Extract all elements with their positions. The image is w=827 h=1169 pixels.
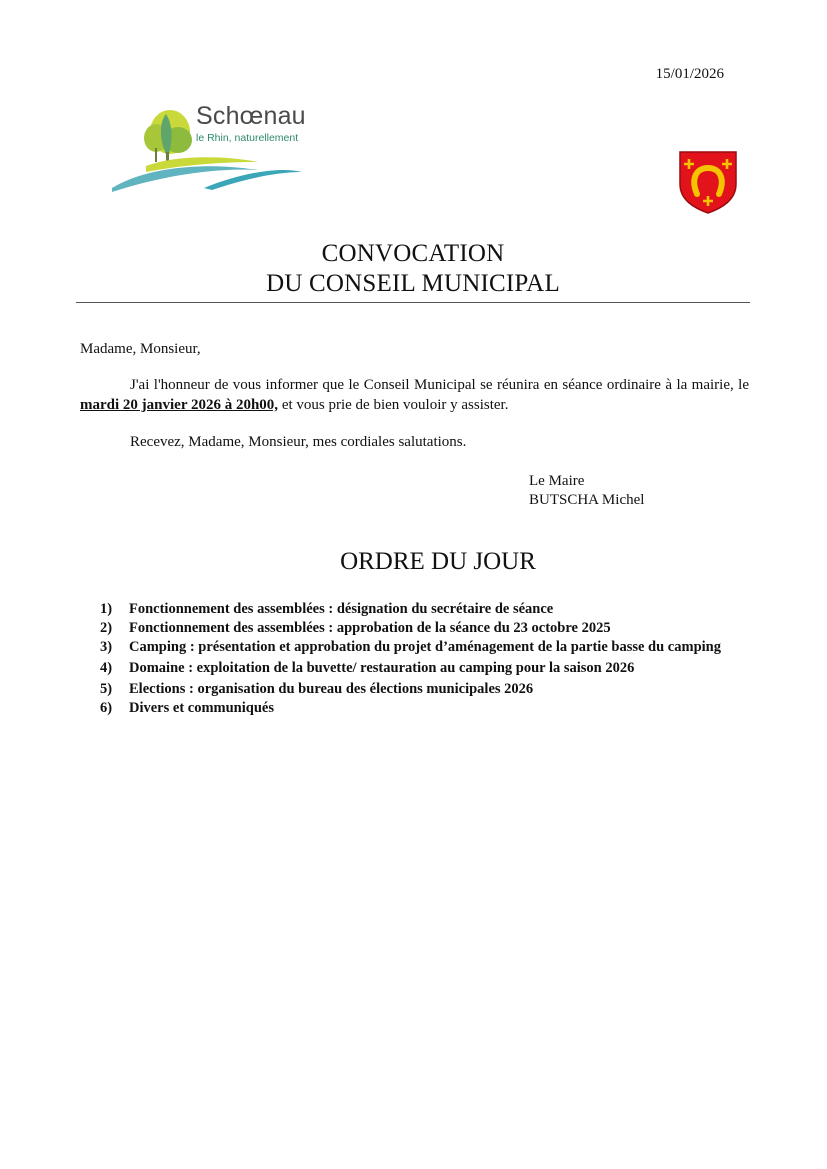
agenda-item	[100, 699, 750, 717]
meeting-datetime: mardi 20 janvier 2026 à 20h00,	[80, 397, 279, 413]
agenda-item-number: 2)	[100, 620, 113, 636]
agenda-title: ORDRE DU JOUR	[340, 548, 536, 575]
agenda-item-number: 1)	[100, 601, 113, 617]
signature-name: BUTSCHA Michel	[529, 492, 645, 508]
agenda-item	[100, 600, 750, 618]
agenda-item	[100, 638, 750, 656]
agenda-item-text: Camping : présentation et approbation du projet d’aménagement de la partie basse du camping	[129, 639, 721, 655]
agenda-item-text: Elections : organisation du bureau des élections municipales 2026	[129, 681, 534, 697]
logo-tagline: le Rhin, naturellement	[196, 132, 299, 144]
agenda-item	[100, 659, 750, 677]
agenda-item-number: 6)	[100, 700, 113, 716]
agenda-item-text: Domaine : exploitation de la buvette/ restauration au camping pour la saison 2026	[129, 660, 635, 676]
signature-role: Le Maire	[529, 473, 585, 489]
agenda-item	[100, 680, 750, 698]
invitation-outro: et vous prie de bien vouloir y assister.	[278, 397, 509, 413]
agenda-item-number: 3)	[100, 639, 113, 655]
document-date: 15/01/2026	[655, 66, 724, 82]
agenda-list	[100, 600, 750, 718]
agenda-item-text: Fonctionnement des assemblées : désignation du secrétaire de séance	[129, 601, 554, 617]
title-conseil-municipal: DU CONSEIL MUNICIPAL	[266, 270, 560, 297]
coat-of-arms-icon	[678, 150, 738, 214]
agenda-item-number: 5)	[100, 681, 113, 697]
municipality-logo	[108, 100, 318, 195]
agenda-item-text: Fonctionnement des assemblées : approbation de la séance du 23 octobre 2025	[129, 620, 611, 636]
closing-formula: Recevez, Madame, Monsieur, mes cordiales salutations.	[130, 434, 467, 450]
salutation: Madame, Monsieur,	[80, 341, 201, 357]
invitation-intro: J'ai l'honneur de vous informer que le Conseil Municipal se réunira en séance ordinaire à la mairie, le	[130, 377, 749, 393]
coat-of-arms	[678, 150, 738, 214]
logo-name: Schœnau	[196, 102, 306, 130]
agenda-item	[100, 619, 750, 637]
agenda-item-text: Divers et communiqués	[129, 700, 274, 716]
signature-block	[529, 472, 644, 510]
title-divider	[76, 302, 750, 303]
agenda-item-number: 4)	[100, 660, 113, 676]
title-convocation: CONVOCATION	[321, 240, 505, 267]
invitation-paragraph	[80, 375, 749, 415]
